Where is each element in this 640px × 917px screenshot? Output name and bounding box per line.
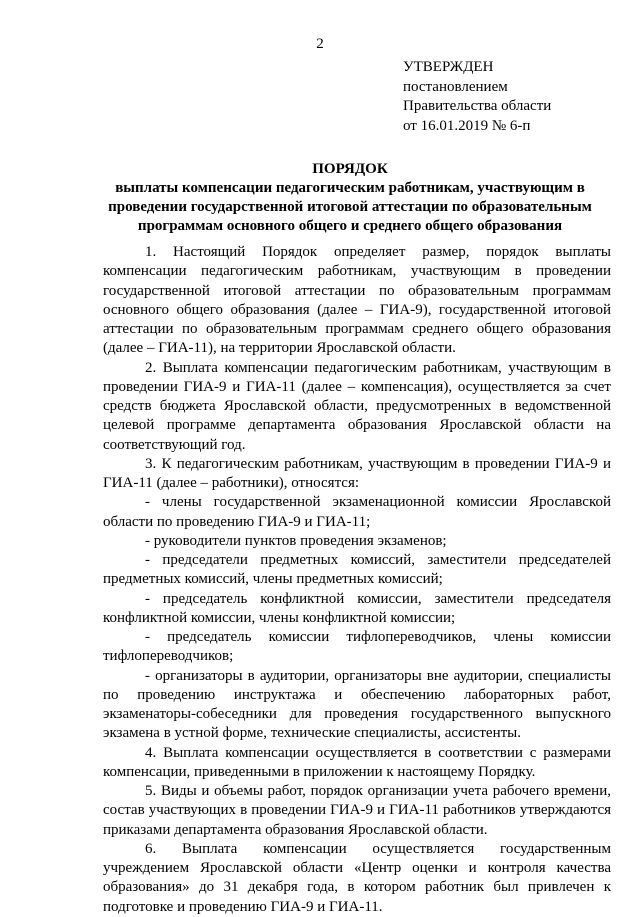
list-item-conflict-commission: - председатель конфликтной комиссии, заместители председателя конфликтной комиссии, члены конфликтной комиссии; bbox=[103, 590, 611, 626]
list-item-commission-members: - члены государственной экзаменационной комиссии Ярославской области по проведению ГИА-9 и ГИА-11; bbox=[103, 494, 611, 530]
approval-block bbox=[403, 58, 551, 136]
paragraph-6: 6. Выплата компенсации осуществляется государственным учреждением Ярославской области «Центр оценки и контроля качества образования» до 31 декабря года, в котором работник был привлечен к подготовке и проведению ГИА-9 и ГИА-11. bbox=[103, 840, 611, 915]
approval-line: постановлением bbox=[403, 78, 508, 95]
paragraph-1: 1. Настоящий Порядок определяет размер, порядок выплаты компенсации педагогическим работникам, участвующим в проведении государственной итоговой аттестации по образовательным программам основного общего образования (далее – ГИА-9), государственной итоговой аттестации по образовательным программам среднего общего образования (далее – ГИА-11), на территории Ярославской области. bbox=[103, 244, 611, 357]
approval-line: УТВЕРЖДЕН bbox=[403, 59, 494, 75]
title-subtitle-line: проведении государственной итоговой аттестации по образовательным bbox=[108, 199, 592, 215]
list-item-tiflo-commission: - председатель комиссии тифлопереводчиков, члены комиссии тифлопереводчиков; bbox=[103, 629, 611, 665]
paragraph-2: 2. Выплата компенсации педагогическим работникам, участвующим в проведении ГИА-9 и ГИА-11 (далее – компенсация), осуществляется за счет средств бюджета Ярославской области, предусмотренных в ведомственной целевой программе департамента образования Ярославской области на соответствующий год. bbox=[103, 359, 611, 453]
page-number: 2 bbox=[316, 36, 324, 52]
approval-line: Правительства области bbox=[403, 98, 552, 114]
list-item-exam-point-heads: - руководители пунктов проведения экзаменов; bbox=[145, 532, 447, 549]
document-body bbox=[103, 243, 611, 917]
approval-line: от 16.01.2019 № 6-п bbox=[403, 117, 531, 134]
paragraph-5: 5. Виды и объемы работ, порядок организации учета рабочего времени, состав участвующих в проведении ГИА-9 и ГИА-11 работников утверждаются приказами департамента образования Ярославской области. bbox=[103, 783, 611, 838]
paragraph-4: 4. Выплата компенсации осуществляется в соответствии с размерами компенсации, приведенными в приложении к настоящему Порядку. bbox=[103, 744, 611, 780]
title-subtitle-line: программам основного общего и среднего общего образования bbox=[137, 218, 563, 234]
document-title bbox=[100, 160, 600, 236]
title-subtitle-line: выплаты компенсации педагогическим работникам, участвующим в bbox=[115, 180, 585, 196]
paragraph-3: 3. К педагогическим работникам, участвующим в проведении ГИА-9 и ГИА-11 (далее – работники), относятся: bbox=[103, 455, 611, 491]
title-heading: ПОРЯДОК bbox=[312, 161, 388, 177]
list-item-organizers: - организаторы в аудитории, организаторы вне аудитории, специалисты по проведению инструктажа и обеспечению лабораторных работ, экзаменаторы-собеседники для проведения государственного выпускного экзамена в устной форме, технические специалисты, ассистенты. bbox=[103, 667, 611, 742]
list-item-subject-commissions: - председатели предметных комиссий, заместители председателей предметных комиссий, члены предметных комиссий; bbox=[103, 552, 611, 588]
